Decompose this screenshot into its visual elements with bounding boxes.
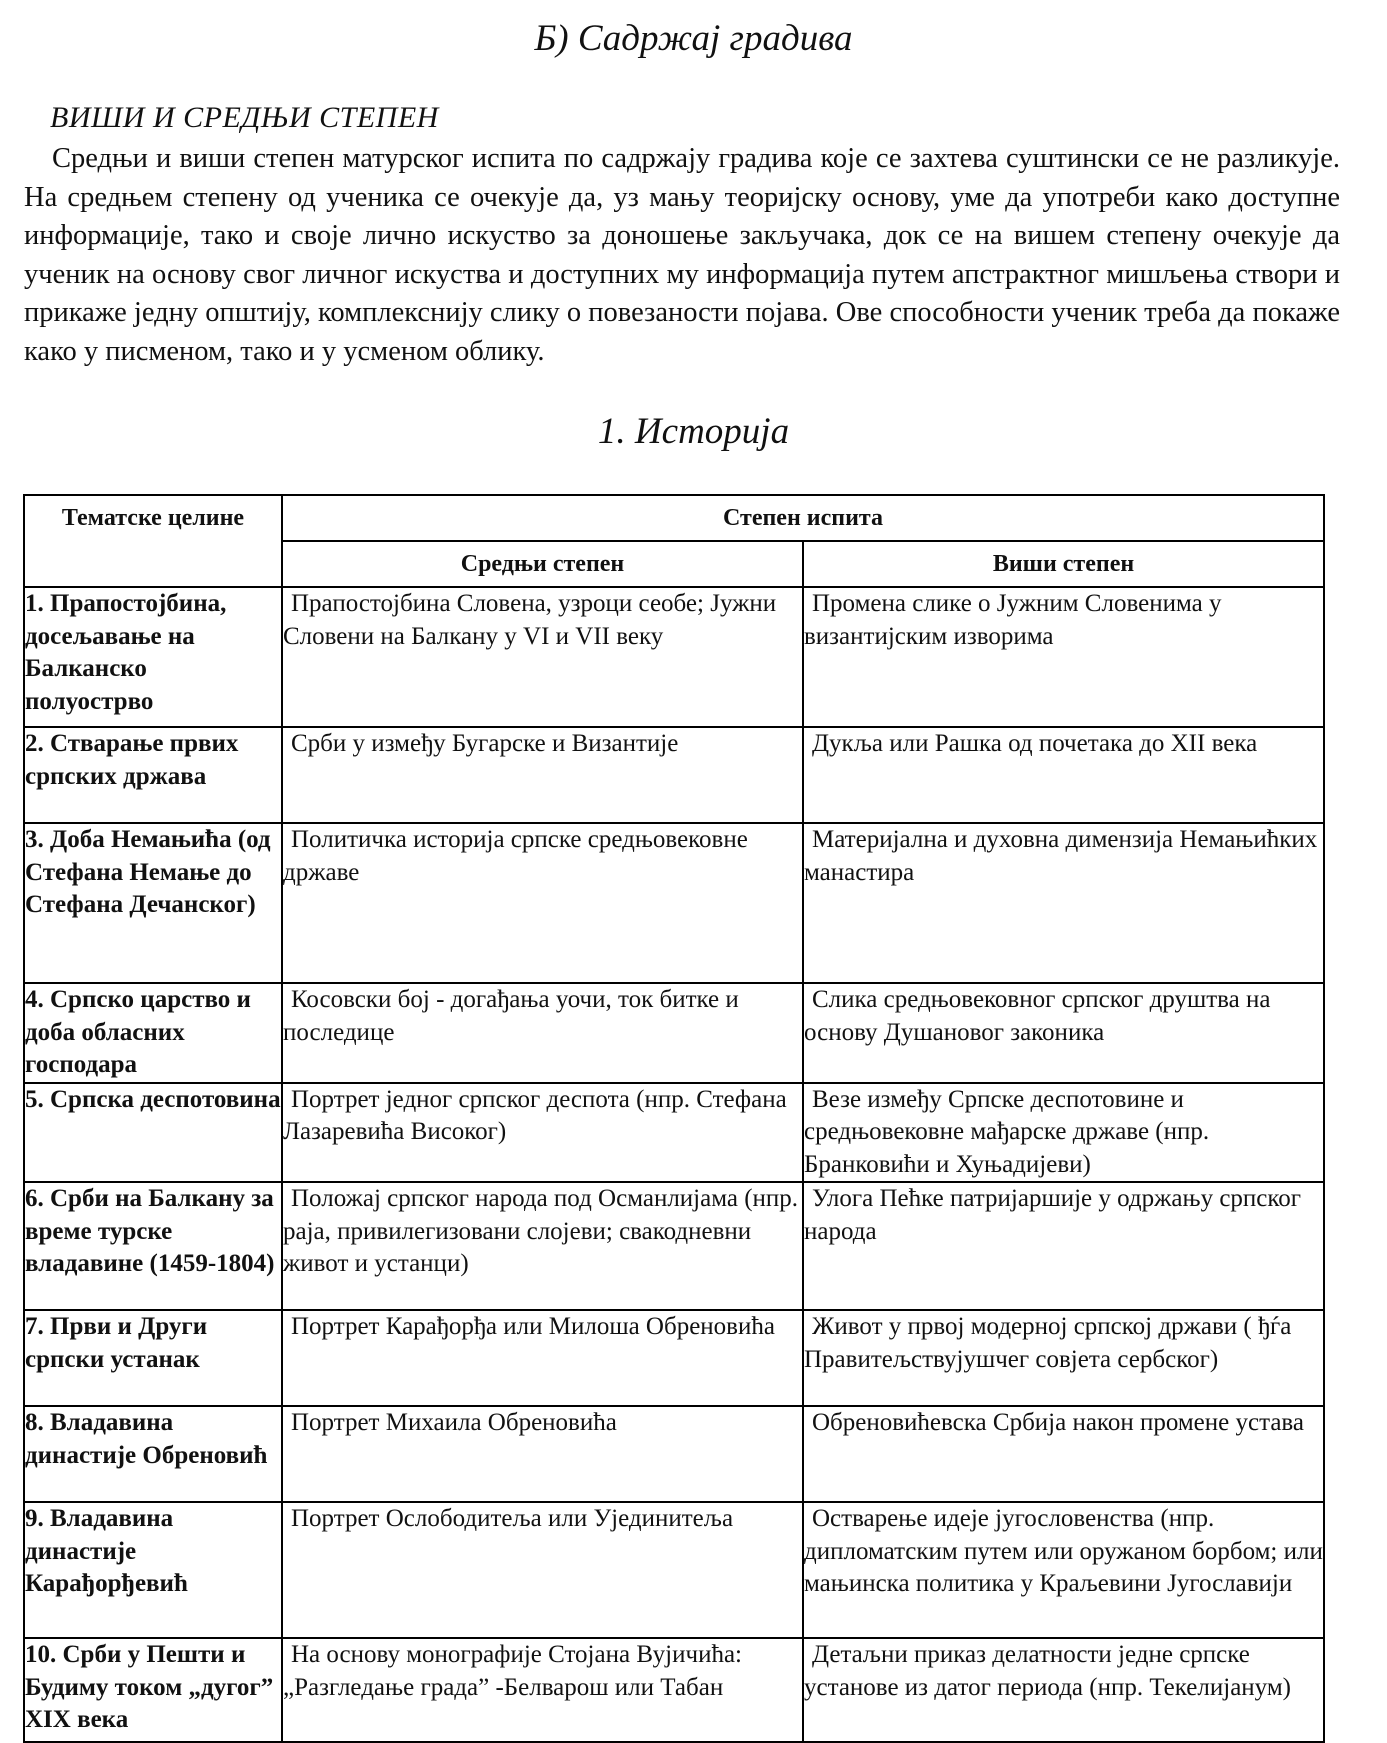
theme-cell: 9. Владавина династије Карађорђевић <box>24 1502 282 1638</box>
middle-level-cell <box>282 1502 803 1638</box>
table-row <box>24 1182 1324 1310</box>
table-row <box>24 823 1324 983</box>
higher-level-text: Детаљни приказ делатности једне српске установе из датог периода (нпр. Текелијанум) <box>804 1641 1291 1701</box>
theme-cell: 1. Прапостојбина, досељавање на Балканско полуострво <box>24 587 282 727</box>
middle-level-text: Положај српског народа под Османлијама (нпр. раја, привилегизовани слојеви; свакодневни живот и устанци) <box>283 1185 799 1277</box>
theme-cell: 4. Српско царство и доба обласних господара <box>24 983 282 1083</box>
higher-level-text: Промена слике о Јужним Словенима у византијским изворима <box>804 590 1222 650</box>
table-row <box>24 1502 1324 1638</box>
higher-level-cell <box>803 983 1324 1083</box>
higher-level-text: Дукља или Рашка од почетака до XII века <box>812 730 1258 757</box>
middle-level-text: На основу монографије Стојана Вујичића: „Разгледање града” -Белварош или Табан <box>283 1641 742 1701</box>
table-row <box>24 727 1324 823</box>
middle-level-cell <box>282 587 803 727</box>
higher-level-text: Обреновићевска Србија након промене устава <box>812 1409 1304 1436</box>
higher-level-text: Остварење идеје југословенства (нпр. дипломатским путем или оружаном борбом; или мањинска политика у Краљевини Југославији <box>804 1505 1323 1597</box>
table-row <box>24 1310 1324 1406</box>
higher-level-cell <box>803 1310 1324 1406</box>
higher-level-text: Живот у првој модерној српској држави ( ђѓа Правитељствујушчег совјета сербског) <box>804 1313 1292 1373</box>
middle-level-text: Косовски бој - догађања уочи, ток битке и последице <box>283 986 739 1046</box>
theme-cell: 5. Српска деспотовина <box>24 1083 282 1183</box>
higher-level-cell <box>803 1406 1324 1502</box>
middle-level-cell <box>282 1638 803 1742</box>
middle-level-text: Портрет једног српског деспота (нпр. Стефана Лазаревића Високог) <box>283 1085 787 1145</box>
curriculum-table <box>23 494 1325 1743</box>
higher-level-cell <box>803 1083 1324 1183</box>
table-row <box>24 587 1324 727</box>
middle-level-cell <box>282 823 803 983</box>
middle-level-text: Портрет Михаила Обреновића <box>291 1409 617 1436</box>
level-heading: ВИШИ И СРЕДЊИ СТЕПЕН <box>50 101 439 134</box>
higher-level-cell <box>803 1502 1324 1638</box>
middle-level-cell <box>282 983 803 1083</box>
higher-level-cell <box>803 1638 1324 1742</box>
table-row <box>24 1083 1324 1183</box>
theme-cell: 6. Срби на Балкану за време турске владавине (1459-1804) <box>24 1182 282 1310</box>
higher-level-cell <box>803 823 1324 983</box>
table-row <box>24 1638 1324 1742</box>
theme-cell: 2. Стварање првих српских држава <box>24 727 282 823</box>
theme-cell: 10. Срби у Пешти и Будиму током „дугог” XIX века <box>24 1638 282 1742</box>
middle-level-text: Срби у између Бугарске и Византије <box>291 730 679 757</box>
higher-level-text: Слика средњовековног српског друштва на основу Душановог законика <box>804 986 1271 1046</box>
higher-level-text: Везе између Српске деспотовине и средњовековне мађарске државе (нпр. Бранковићи и Хуњадијеви) <box>804 1085 1210 1178</box>
higher-level-cell <box>803 1182 1324 1310</box>
middle-level-cell <box>282 1406 803 1502</box>
column-header-higher-level: Виши степен <box>803 541 1324 587</box>
theme-cell: 7. Први и Други српски устанак <box>24 1310 282 1406</box>
middle-level-text: Портрет Карађорђа или Милоша Обреновића <box>291 1313 775 1340</box>
table-row <box>24 1406 1324 1502</box>
table-header-row <box>24 495 1324 541</box>
subject-title: 1. Историја <box>597 411 790 452</box>
column-header-themes: Тематске целине <box>24 495 282 587</box>
middle-level-cell <box>282 727 803 823</box>
table-row <box>24 983 1324 1083</box>
middle-level-text: Портрет Ослободитеља или Ујединитеља <box>291 1505 734 1532</box>
middle-level-cell <box>282 1083 803 1183</box>
column-header-middle-level: Средњи степен <box>282 541 803 587</box>
higher-level-cell <box>803 727 1324 823</box>
theme-cell: 3. Доба Немањића (од Стефана Немање до Стефана Дечанског) <box>24 823 282 983</box>
middle-level-text: Политичка историја српске средњовековне државе <box>283 826 748 886</box>
intro-paragraph: Средњи и виши степен матурског испита по садржају градива које се захтева суштински се не разликује. На средњем степену од ученика се очекује да, уз мању теоријску основу, уме да употреби како доступне информације, тако и своје лично искуство за доношење закључака, док се на вишем степену очекује да ученик на основу свог личног искуства и доступних му информација путем апстрактног мишљења створи и прикаже једну општију, комплекснију слику о повезаности појава. Ове способности ученик треба да покаже како у писменом, тако и у усменом облику. <box>24 143 1340 367</box>
middle-level-text: Прапостојбина Словена, узроци сеобе; Јужни Словени на Балкану у VI и VII веку <box>283 590 777 650</box>
higher-level-cell <box>803 587 1324 727</box>
column-header-exam-level: Степен испита <box>282 495 1324 541</box>
section-title: Б) Садржај градива <box>534 18 853 59</box>
higher-level-text: Улога Пећке патријаршије у одржању српског народа <box>804 1185 1302 1245</box>
middle-level-cell <box>282 1182 803 1310</box>
middle-level-cell <box>282 1310 803 1406</box>
higher-level-text: Материјална и духовна димензија Немањићких манастира <box>804 826 1318 886</box>
theme-cell: 8. Владавина династије Обреновић <box>24 1406 282 1502</box>
